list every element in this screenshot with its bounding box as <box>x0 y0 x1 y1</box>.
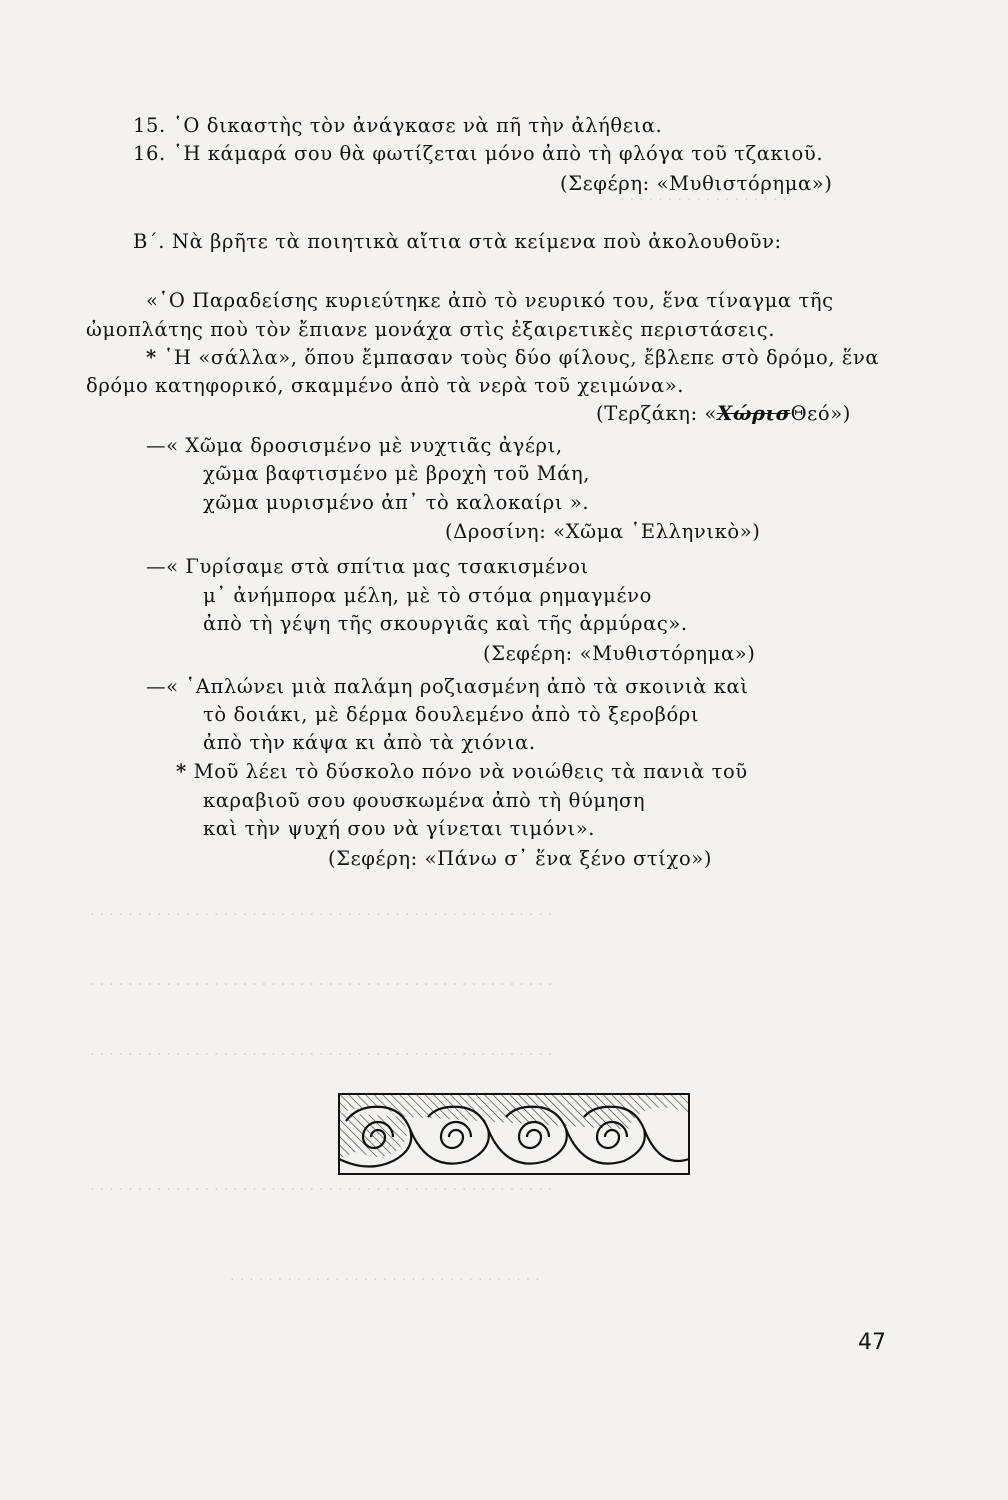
poem-line: χῶμα μυρισμένο ἀπ᾿ τὸ καλοκαίρι ». <box>203 491 590 514</box>
poem-line: ἀπὸ τὴ γέψη τῆς σκουργιᾶς καὶ τῆς ἁρμύρας». <box>203 612 688 635</box>
item-text: ῾Ο δικαστὴς τὸν ἀνάγκασε νὰ πῆ τὴν ἀλήθεια. <box>173 114 663 137</box>
item-text: ῾Η κάμαρά σου θὰ φωτίζεται μόνο ἀπὸ τὴ φλόγα τοῦ τζακιοῦ. <box>173 142 824 165</box>
poem-line: τὸ δοιάκι, μὲ δέρμα δουλεμένο ἀπὸ τὸ ξεροβόρι <box>203 703 700 726</box>
show-through-text: · · · · · · · · · · · · · · · · · · · · · · · · · · · · · · · · · · · · · · · · · · · · · · · · · <box>90 1045 553 1063</box>
poem-line: καὶ τὴν ψυχή σου νὰ γίνεται τιμόνι». <box>203 817 596 840</box>
poem-line: —« Χῶμα δροσισμένο μὲ νυχτιᾶς ἀγέρι, <box>146 434 563 457</box>
exercise-label: Β΄. <box>133 230 166 253</box>
item-number: 15. <box>133 114 166 137</box>
prose-line: ὠμοπλάτης ποὺ τὸν ἔπιανε μονάχα στὶς ἐξαιρετικὲς περιστάσεις. <box>86 318 776 341</box>
show-through-text: · · · · · · · · · · · · · · · · · · · · · · · · · · · · · · · · · · · · · · · · · · · · · · · · · <box>90 1180 553 1198</box>
source-citation: (Σεφέρη: «Πάνω σ᾿ ἕνα ξένο στίχο») <box>328 847 713 870</box>
citation-prefix: (Τερζάκη: « <box>596 402 718 425</box>
show-through-text: · · · · · · · · · · · · · · · · · · · · · · · · · · · · · · · · · <box>230 1270 540 1288</box>
source-citation: (Σεφέρη: «Μυθιστόρημα») <box>560 172 833 195</box>
prose-line: «῾Ο Παραδείσης κυριεύτηκε ἀπὸ τὸ νευρικό του, ἕνα τίναγμα τῆς <box>146 289 834 312</box>
spiral-ornament-icon <box>338 1093 690 1175</box>
source-citation: (Δροσίνη: «Χῶμα ῾Ελληνικὸ») <box>445 520 761 543</box>
sentence-16 <box>133 144 823 164</box>
show-through-text: · · · · · · · · · · · · · · · · · · · · · · · · · · · · · · · · · · · · · · · · · · · · · · · · · <box>90 905 553 923</box>
sentence-15 <box>133 116 662 136</box>
instruction-text: Νὰ βρῆτε τὰ ποιητικὰ αἴτια στὰ κείμενα ποὺ ἀκολουθοῦν: <box>171 230 782 253</box>
poem-line: μ᾿ ἀνήμπορα μέλη, μὲ τὸ στόμα ρημαγμένο <box>203 584 652 607</box>
source-citation <box>596 404 851 424</box>
prose-line: δρόμο κατηφορικό, σκαμμένο ἀπὸ τὰ νερὰ τοῦ χειμώνα». <box>86 374 685 397</box>
asterisk-mark: * <box>176 760 187 783</box>
asterisk-mark: * <box>146 346 157 369</box>
poem-line <box>176 762 748 782</box>
poem-line: χῶμα βαφτισμένο μὲ βροχὴ τοῦ Μάη, <box>203 462 591 485</box>
prose-text: ῾Η «σάλλα», ὅπου ἔμπασαν τοὺς δύο φίλους, ἔβλεπε στὸ δρόμο, ἕνα <box>163 346 880 369</box>
show-through-text: · · · · · · · · · · · · · · · · · · · · · · · · · · · · · · · · · · · · · · · · · · · · · · · · · <box>90 975 553 993</box>
poem-line: —« Γυρίσαμε στὰ σπίτια μας τσακισμένοι <box>146 555 589 578</box>
prose-line <box>146 348 879 368</box>
poem-line: ἀπὸ τὴν κάψα κι ἀπὸ τὰ χιόνια. <box>203 731 536 754</box>
citation-suffix: Θεό») <box>790 402 851 425</box>
exercise-b-instruction <box>133 232 782 252</box>
poem-line: —« ῾Απλώνει μιὰ παλάμη ροζιασμένη ἀπὸ τὰ σκοινιὰ καὶ <box>146 675 749 698</box>
page-number: 47 <box>858 1330 886 1355</box>
handwritten-correction: Χώρισ <box>717 402 791 425</box>
source-citation: (Σεφέρη: «Μυθιστόρημα») <box>483 642 756 665</box>
poem-text: Μοῦ λέει τὸ δύσκολο πόνο νὰ νοιώθεις τὰ πανιὰ τοῦ <box>193 760 748 783</box>
item-number: 16. <box>133 142 166 165</box>
show-through-text: · · · · · · · · · · · · · · · · · · <box>620 190 787 208</box>
poem-line: καραβιοῦ σου φουσκωμένα ἀπὸ τὴ θύμηση <box>203 789 646 812</box>
